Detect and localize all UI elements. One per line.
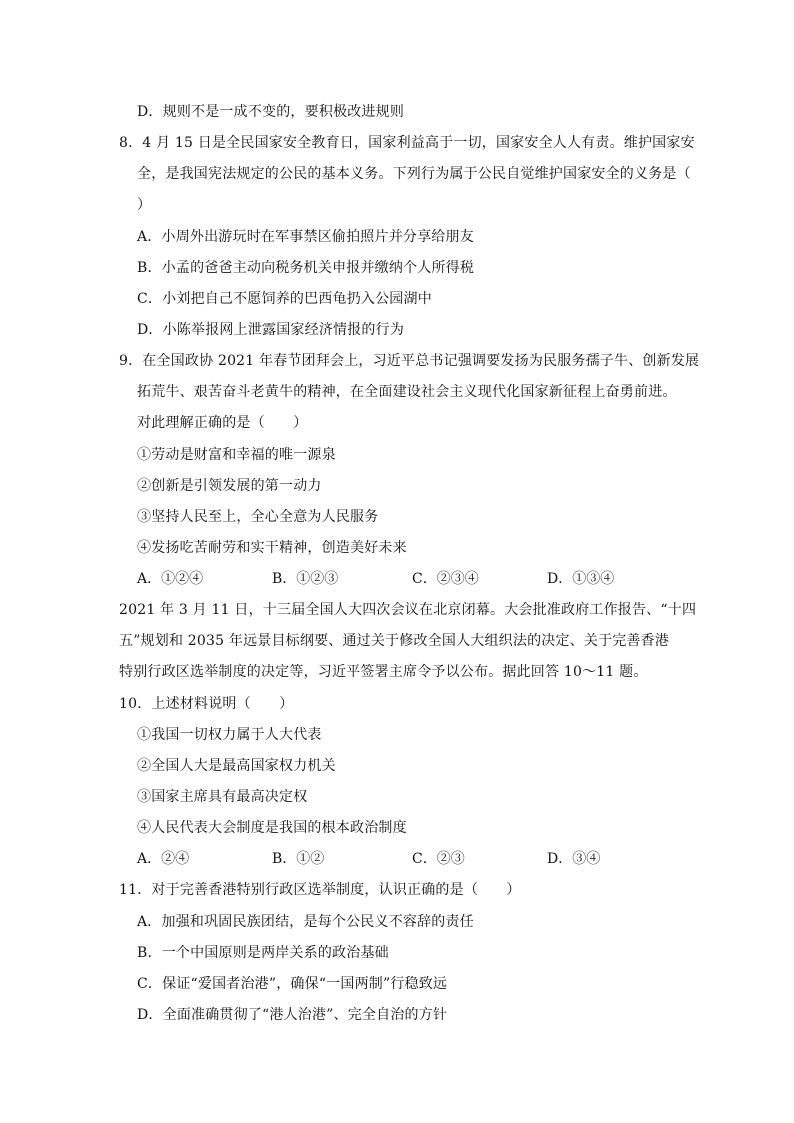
q8-stem-line2: 全，是我国宪法规定的公民的基本义务。下列行为属于公民自觉维护国家安全的义务是（ (137, 166, 691, 182)
q10-item-2: ②全国人大是最高国家权力机关 (137, 758, 336, 774)
q10-option-d: D．③④ (547, 851, 601, 867)
q8-option-a: A．小周外出游玩时在军事禁区偷拍照片并分享给朋友 (137, 229, 474, 245)
q9-option-b: B．①②③ (272, 571, 339, 587)
q11-stem: 11．对于完善香港特别行政区选举制度，认识正确的是（ ） (119, 882, 521, 898)
q9-stem-line1: 9．在全国政协 2021 年春节团拜会上，习近平总书记强调要发扬为民服务孺子牛、创新发展 (119, 353, 700, 369)
q9-stem-line2: 拓荒牛、艰苦奋斗老黄牛的精神，在全面建设社会主义现代化国家新征程上奋勇前进。 (137, 384, 677, 400)
q10-item-4: ④人民代表大会制度是我国的根本政治制度 (137, 820, 407, 836)
q10-stem: 10．上述材料说明（ ） (119, 696, 294, 712)
q10-option-c: C．②③ (412, 851, 465, 867)
q8-stem-line1: 8．4 月 15 日是全民国家安全教育日，国家利益高于一切，国家安全人人有责。维护国家安 (119, 135, 695, 151)
q9-item-1: ①劳动是财富和幸福的唯一源泉 (137, 447, 336, 463)
q9-option-d: D．①③④ (547, 571, 615, 587)
material-line2: 五”规划和 2035 年远景目标纲要、通过关于修改全国人大组织法的决定、关于完善香港 (119, 633, 670, 649)
q8-option-c: C．小刘把自己不愿饲养的巴西龟扔入公园湖中 (137, 291, 432, 307)
q8-option-b: B．小孟的爸爸主动向税务机关申报并缴纳个人所得税 (137, 260, 475, 276)
q7-option-d: D．规则不是一成不变的，要积极改进规则 (137, 104, 405, 120)
q9-option-a: A．①②④ (137, 571, 204, 587)
q9-item-3: ③坚持人民至上，全心全意为人民服务 (137, 509, 379, 525)
q11-option-d: D．全面准确贯彻了“港人治港”、完全自治的方针 (137, 1007, 448, 1023)
q10-item-1: ①我国一切权力属于人大代表 (137, 727, 322, 743)
q10-item-3: ③国家主席具有最高决定权 (137, 789, 308, 805)
q10-option-a: A．②④ (137, 851, 190, 867)
material-line3: 特别行政区选举制度的决定等，习近平签署主席令予以公布。据此回答 10～11 题。 (119, 664, 648, 680)
q9-item-4: ④发扬吃苦耐劳和实干精神，创造美好未来 (137, 540, 407, 556)
q9-item-2: ②创新是引领发展的第一动力 (137, 478, 322, 494)
q11-option-b: B．一个中国原则是两岸关系的政治基础 (137, 945, 389, 961)
q9-option-c: C．②③④ (412, 571, 479, 587)
q8-option-d: D．小陈举报网上泄露国家经济情报的行为 (137, 322, 405, 338)
q10-option-b: B．①② (272, 851, 325, 867)
q11-option-c: C．保证“爱国者治港”，确保“一国两制”行稳致远 (137, 976, 448, 992)
q8-stem-line3: ） (137, 197, 152, 213)
q11-option-a: A．加强和巩固民族团结，是每个公民义不容辞的责任 (137, 914, 474, 930)
q9-stem-line3: 对此理解正确的是（ ） (137, 415, 308, 431)
material-line1: 2021 年 3 月 11 日，十三届全国人大四次会议在北京闭幕。大会批准政府工作报告、“十四 (119, 602, 697, 618)
